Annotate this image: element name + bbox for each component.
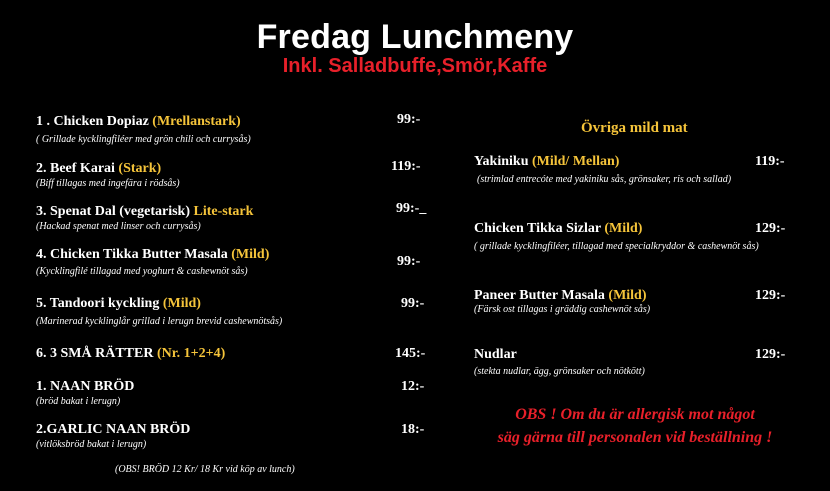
item-title: 6. 3 SMÅ RÄTTER	[36, 346, 154, 361]
spice-tag: (Mild)	[231, 247, 270, 262]
item-title: Yakiniku	[474, 154, 529, 169]
spice-tag: (Mild/ Mellan)	[531, 154, 620, 169]
spice-tag: (Mrellanstark)	[152, 114, 241, 129]
item-name	[36, 204, 253, 220]
item-price: 99:-	[401, 296, 425, 311]
item-title: 1 . Chicken Dopiaz	[36, 114, 149, 129]
item-name	[36, 346, 225, 362]
item-price: 119:-	[391, 159, 421, 174]
spice-tag: (Mild)	[162, 296, 201, 311]
item-price: 99:-	[397, 112, 421, 127]
item-price: 145:-	[395, 346, 426, 361]
item-price: 18:-	[401, 422, 425, 437]
item-desc: (strimlad entrecóte med yakiniku sås, grönsaker, ris och sallad)	[477, 174, 732, 185]
spice-tag: Lite-stark	[193, 204, 254, 219]
item-price: 12:-	[401, 379, 425, 394]
menu-title: Fredag Lunchmeny	[256, 18, 574, 56]
item-desc: ( Grillade kycklingfiléer med grön chili och currysås)	[36, 134, 251, 145]
item-desc: (Kycklingfilé tillagad med yoghurt & cashewnöt sås)	[36, 266, 248, 277]
item-title: Chicken Tikka Sizlar	[474, 221, 601, 236]
item-desc: (Hackad spenat med linser och currysås)	[36, 221, 201, 232]
item-title: 3. Spenat Dal (vegetarisk)	[36, 204, 190, 219]
item-name	[36, 161, 161, 177]
item-name	[474, 288, 647, 304]
spice-tag: (Stark)	[118, 161, 162, 176]
item-name: 2.GARLIC NAAN BRÖD	[36, 422, 191, 437]
item-name: 1. NAAN BRÖD	[36, 379, 135, 394]
item-title: 2. Beef Karai	[36, 161, 115, 176]
item-name: Nudlar	[474, 347, 517, 362]
item-price: 129:-	[755, 221, 786, 236]
item-name	[36, 247, 269, 263]
item-desc: (stekta nudlar, ägg, grönsaker och nötkött)	[474, 366, 645, 377]
allergy-notice-line2: säg gärna till personalen vid beställning !	[497, 429, 773, 446]
item-title: Paneer Butter Masala	[474, 288, 605, 303]
spice-tag: (Nr. 1+2+4)	[156, 346, 226, 361]
bread-note: (OBS! BRÖD 12 Kr/ 18 Kr vid köp av lunch)	[115, 464, 295, 475]
item-desc: (Biff tillagas med ingefära i rödsås)	[36, 178, 180, 189]
item-price: 119:-	[755, 154, 785, 169]
item-title: 4. Chicken Tikka Butter Masala	[36, 247, 228, 262]
menu-subtitle: Inkl. Salladbuffe,Smör,Kaffe	[282, 55, 548, 77]
item-desc: (bröd bakat i lerugn)	[36, 396, 121, 407]
item-price: 99:-	[397, 254, 421, 269]
item-price: 99:-_	[396, 201, 427, 216]
item-desc: ( grillade kycklingfiléer, tillagad med specialkryddor & cashewnöt sås)	[474, 241, 759, 252]
allergy-notice-line1: OBS ! Om du är allergisk mot något	[515, 406, 755, 423]
item-price: 129:-	[755, 347, 786, 362]
item-name	[474, 154, 619, 170]
item-name	[36, 114, 241, 130]
item-desc: (vitlöksbröd bakat i lerugn)	[36, 439, 147, 450]
item-price: 129:-	[755, 288, 786, 303]
item-name	[36, 296, 201, 312]
item-title: 5. Tandoori kyckling	[36, 296, 160, 311]
item-desc: (Färsk ost tillagas i gräddig cashewnöt sås)	[474, 304, 651, 315]
section-heading: Övriga mild mat	[581, 120, 688, 136]
spice-tag: (Mild)	[608, 288, 647, 303]
item-name	[474, 221, 642, 237]
item-desc: (Marinerad kycklinglår grillad i lerugn brevid cashewnötsås)	[36, 316, 283, 327]
spice-tag: (Mild)	[604, 221, 643, 236]
